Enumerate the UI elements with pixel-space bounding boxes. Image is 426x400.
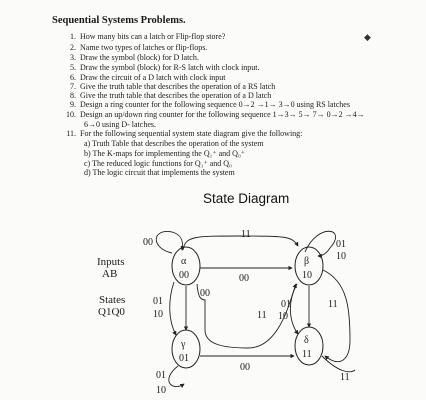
gamma-self-loop [169,366,184,387]
question-8: 8. Give the truth table that describes the operation of a D latch [70,91,272,100]
edge-label-beta-self-2: 10 [336,251,346,262]
question-9: 9. Design a ring counter for the following sequence 0→2 →1→ 3→0 using RS latches [70,100,350,109]
edge-label-beta-delta-mid-b: 10 [278,311,288,322]
state-alpha-name: α [181,256,187,267]
edge-label-gamma-bottom-b: 10 [156,385,166,396]
state-delta-name: δ [304,335,309,346]
subitem-c: c) The reduced logic functions for Q₁⁺ and Q₀ [84,159,232,168]
question-1: 1. How many bits can a latch or Flip-flop store? [70,32,226,41]
edge-label-alpha-left-out: 10 [153,309,163,320]
edge-label-alpha-to-gamma: 00 [200,288,210,299]
subitem-a: a) Truth Table that describes the operation of the system [84,139,264,148]
edge-label-alpha-self: 00 [143,237,153,248]
edge-label-alpha-left-in: 01 [153,296,163,307]
states-sub-label: Q1Q0 [98,306,125,318]
alpha-gamma-left-edge [170,282,176,335]
question-2: 2. Name two types of latches or flip-flops. [70,43,208,52]
question-3: 3. Draw the symbol (block) for D latch. [70,53,199,62]
edge-label-top-loop: 11 [241,229,251,240]
edge-label-gamma-bottom-a: 01 [156,370,166,381]
page-title: Sequential Systems Problems. [52,15,186,26]
state-delta-code: 11 [302,349,312,360]
state-alpha-code: 00 [179,270,189,281]
caret-mark: ◆ [364,32,371,42]
beta-self-loop [305,231,336,256]
edge-label-beta-delta-mid-a: 11 [257,310,267,321]
question-10-continued: 6→0 using D- latches. [84,120,156,129]
inputs-label: Inputs [97,256,125,268]
state-beta-code: 10 [302,270,312,281]
state-gamma-name: γ [181,339,186,350]
question-6: 6. Draw the circuit of a D latch with clock input [70,73,226,82]
edge-label-alpha-beta-mid: 00 [239,273,249,284]
edge-label-beta-self-1: 01 [336,239,346,250]
state-gamma-code: 01 [179,353,189,364]
edge-label-beta-delta-left: 01 [281,299,291,310]
states-label: States [99,294,126,306]
delta-right-loop [322,356,355,372]
subitem-d: d) The logic circuit that implements the system [84,168,235,177]
beta-delta-left-edge [290,284,298,334]
edge-label-beta-delta-right: 11 [328,299,338,310]
beta-delta-right-edge [323,270,350,362]
question-7: 7. Give the truth table that describes the operation of a RS latch [70,82,276,91]
question-11: 11. For the following sequential system state diagram give the following: [66,129,303,138]
inputs-sub-label: AB [102,268,118,280]
question-5: 5. Draw the symbol (block) for R-S latch with clock input. [70,63,260,72]
edge-label-gamma-delta: 00 [240,362,250,373]
state-beta-name: β [304,256,310,267]
question-10: 10. Design an up/down ring counter for the following sequence 1→3→ 5→ 7→ 0→2 →4→ [66,110,365,119]
edge-label-delta-right: 11 [340,372,350,383]
diagram-title: State Diagram [203,191,290,206]
subitem-b: b) The K-maps for implementing the Q₁⁺ and Q₀⁺ [84,149,245,158]
